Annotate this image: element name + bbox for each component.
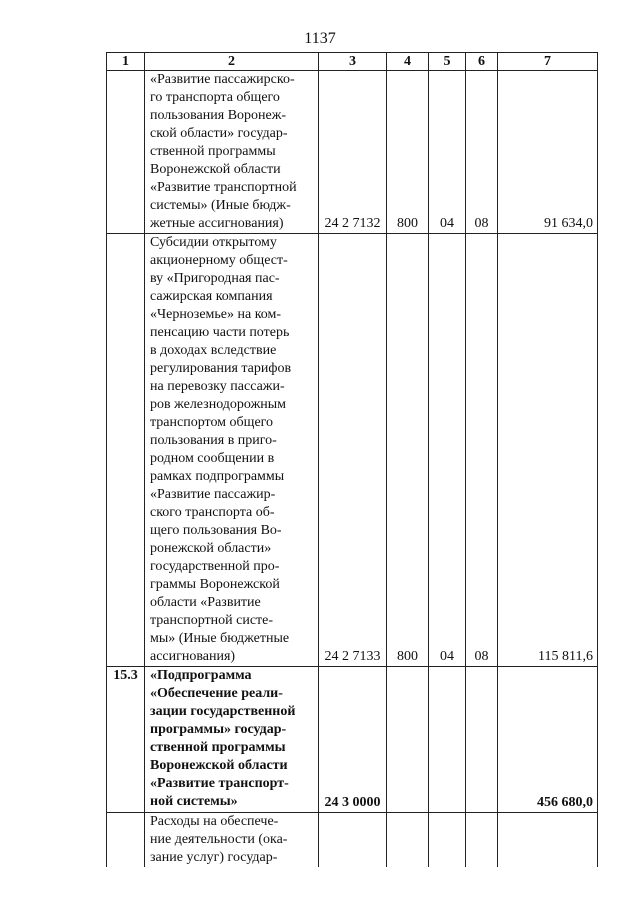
row-name-line: «Развитие пассажир- (150, 487, 276, 502)
amount-cell: 91 634,0 (498, 71, 598, 234)
amount-cell: 456 680,0 (498, 667, 598, 813)
expense-type-cell: 800 (387, 234, 429, 667)
row-name-line: области «Развитие (150, 595, 261, 610)
row-name-cell (145, 813, 319, 868)
page-number: 1137 (304, 30, 336, 47)
row-name-line: мы» (Иные бюджетные (150, 631, 290, 646)
row-name-line: ского транспорта об- (150, 505, 275, 520)
expense-type-cell: 800 (387, 71, 429, 234)
header-col-2: 2 (145, 53, 319, 71)
row-name-line: рамках подпрограммы (150, 469, 285, 484)
row-name-line: «Развитие транспортной (150, 180, 297, 195)
subsection-cell: 08 (466, 71, 498, 234)
section-cell: 04 (429, 71, 466, 234)
row-name-line: сажирская компания (150, 289, 273, 304)
row-number-cell (107, 71, 145, 234)
table-row (107, 667, 598, 813)
row-name-line: Воронежской области (150, 162, 281, 177)
row-name-line: ной системы» (150, 794, 238, 809)
amount-cell: 115 811,6 (498, 234, 598, 667)
section-cell: 04 (429, 234, 466, 667)
row-name-line: «Черноземье» на ком- (150, 307, 282, 322)
target-article-code-cell: 24 3 0000 (319, 667, 387, 813)
row-name-line: ние деятельности (ока- (150, 832, 288, 847)
row-number-cell: 15.3 (107, 667, 145, 813)
row-name-line: пенсацию части потерь (150, 325, 290, 340)
header-col-7: 7 (498, 53, 598, 71)
row-name-line: на перевозку пассажи- (150, 379, 285, 394)
row-name-line: граммы Воронежской (150, 577, 280, 592)
subsection-cell: 08 (466, 234, 498, 667)
row-name-line: в доходах вследствие (150, 343, 277, 358)
header-row (107, 53, 598, 71)
header-col-4: 4 (387, 53, 429, 71)
row-name-line: Воронежской области (150, 758, 288, 773)
row-name-line: ронежской области» (150, 541, 272, 556)
subsection-cell (466, 813, 498, 868)
row-name-line: ассигнования) (150, 649, 236, 664)
target-article-code-cell: 24 2 7133 (319, 234, 387, 667)
row-name-line: «Развитие пассажирско- (150, 72, 295, 87)
target-article-code-cell: 24 2 7132 (319, 71, 387, 234)
section-cell (429, 813, 466, 868)
row-name-line: щего пользования Во- (150, 523, 282, 538)
row-name-line: акционерному общест- (150, 253, 288, 268)
row-name-line: ственной программы (150, 740, 286, 755)
row-name-line: ров железнодорожным (150, 397, 287, 412)
row-name-line: «Подпрограмма (150, 668, 252, 683)
subsection-cell (466, 667, 498, 813)
section-cell (429, 667, 466, 813)
row-name-cell (145, 71, 319, 234)
amount-cell (498, 813, 598, 868)
row-name-line: ственной программы (150, 144, 276, 159)
row-name-line: «Обеспечение реали- (150, 686, 283, 701)
row-name-line: пользования Воронеж- (150, 108, 287, 123)
row-name-line: транспортной систе- (150, 613, 274, 628)
row-number-cell (107, 234, 145, 667)
row-name-line: регулирования тарифов (150, 361, 292, 376)
row-name-cell (145, 667, 319, 813)
row-name-line: транспортом общего (150, 415, 274, 430)
row-name-line: ской области» государ- (150, 126, 288, 141)
row-name-line: «Развитие транспорт- (150, 776, 289, 791)
row-name-line: го транспорта общего (150, 90, 280, 105)
expense-type-cell (387, 667, 429, 813)
row-name-line: Субсидии открытому (150, 235, 277, 250)
row-name-line: Расходы на обеспече- (150, 814, 279, 829)
table-row (107, 234, 598, 667)
row-name-line: государственной про- (150, 559, 280, 574)
budget-table (106, 52, 598, 867)
row-name-cell (145, 234, 319, 667)
row-name-line: пользования в приго- (150, 433, 277, 448)
expense-type-cell (387, 813, 429, 868)
row-name-line: родном сообщении в (150, 451, 275, 466)
row-name-line: зание услуг) государ- (150, 850, 278, 865)
header-col-6: 6 (466, 53, 498, 71)
target-article-code-cell (319, 813, 387, 868)
row-name-line: ву «Пригородная пас- (150, 271, 280, 286)
header-col-5: 5 (429, 53, 466, 71)
row-number-cell (107, 813, 145, 868)
table-row (107, 71, 598, 234)
row-name-line: программы» государ- (150, 722, 287, 737)
row-name-line: зации государственной (150, 704, 296, 719)
header-col-1: 1 (107, 53, 145, 71)
row-name-line: жетные ассигнования) (150, 216, 284, 231)
header-col-3: 3 (319, 53, 387, 71)
table-row (107, 813, 598, 868)
row-name-line: системы» (Иные бюдж- (150, 198, 291, 213)
